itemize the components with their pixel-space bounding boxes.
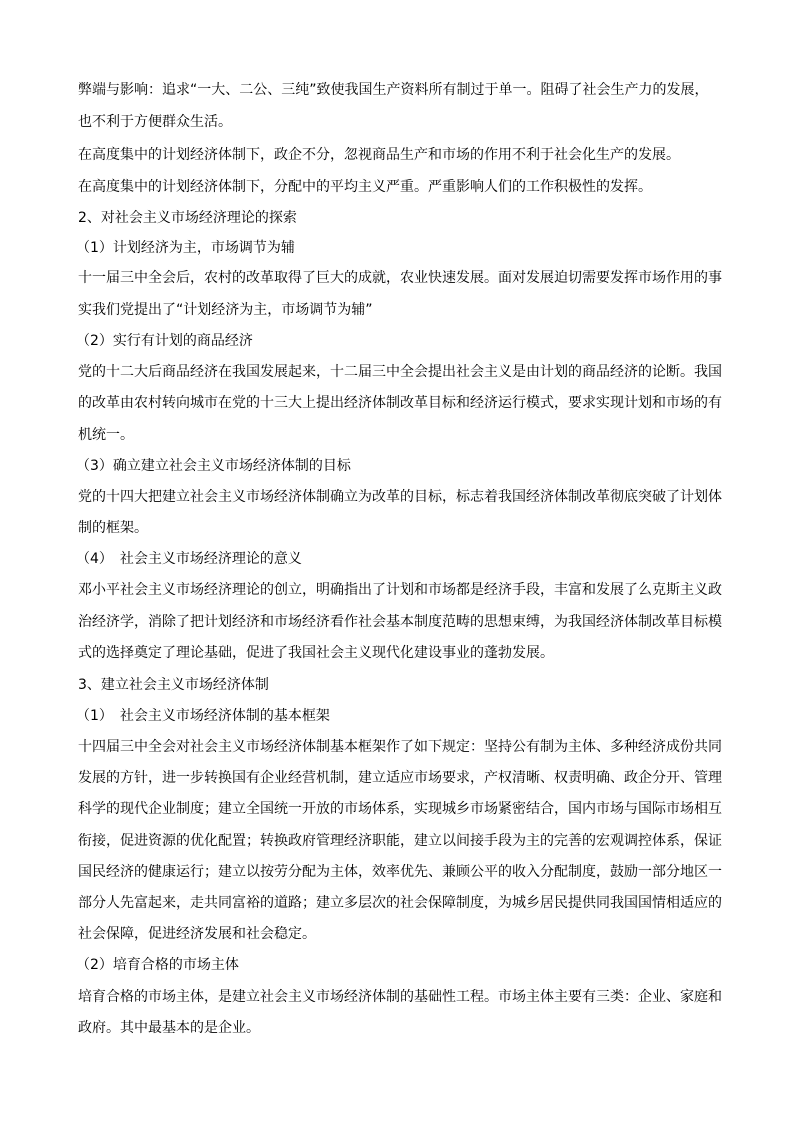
- text-line: 治经济学，消除了把计划经济和市场经济看作社会基本制度范畴的思想束缚，为我国经济体制改革目标模: [78, 614, 722, 630]
- subsection-heading: （2）实行有计划的商品经济: [76, 333, 253, 349]
- subsection-heading: （3）确立建立社会主义市场经济体制的目标: [76, 458, 351, 474]
- text-line: 在高度集中的计划经济体制下，分配中的平均主义严重。严重影响人们的工作积极性的发挥。: [78, 179, 652, 195]
- subsection-heading: （2）培育合格的市场主体: [76, 957, 239, 973]
- text-line: 党的十四大把建立社会主义市场经济体制确立为改革的目标，标志着我国经济体制改革彻底突破了计划体: [78, 489, 722, 505]
- text-line: 国民经济的健康运行；建立以按劳分配为主体，效率优先、兼顾公平的收入分配制度，鼓励一部分地区一: [78, 864, 722, 880]
- text-line: 制的框架。: [78, 520, 148, 536]
- text-line: 党的十二大后商品经济在我国发展起来，十二届三中全会提出社会主义是由计划的商品经济的论断。我国: [78, 364, 722, 380]
- subsection-heading: （4） 社会主义市场经济理论的意义: [76, 551, 302, 567]
- text-line: 也不利于方便群众生活。: [78, 114, 232, 130]
- text-line: 的改革由农村转向城市在党的十三大上提出经济体制改革目标和经济运行模式，要求实现计划和市场的有: [78, 395, 722, 411]
- text-line: 部分人先富起来，走共同富裕的道路；建立多层次的社会保障制度，为城乡居民提供同我国国情相适应的: [78, 895, 722, 911]
- text-line: 实我们党提出了“计划经济为主，市场调节为辅”: [78, 302, 373, 318]
- text-line: 弊端与影响：追求“一大、二公、三纯”致使我国生产资料所有制过于单一。阻碍了社会生产力的发展，: [78, 82, 709, 98]
- section-heading: 2、对社会主义市场经济理论的探索: [78, 210, 297, 226]
- text-line: 在高度集中的计划经济体制下，政企不分，忽视商品生产和市场的作用不利于社会化生产的发展。: [78, 147, 680, 163]
- text-line: 邓小平社会主义市场经济理论的创立，明确指出了计划和市场都是经济手段，丰富和发展了么克斯主义政: [78, 582, 722, 598]
- text-line: 衔接，促进资源的优化配置；转换政府管理经济职能，建立以间接手段为主的完善的宏观调控体系，保证: [78, 833, 722, 849]
- text-line: 发展的方针，进一步转换国有企业经营机制，建立适应市场要求，产权清晰、权责明确、政企分开、管理: [78, 770, 722, 786]
- section-heading: 3、建立社会主义市场经济体制: [78, 677, 269, 693]
- text-line: 机统一。: [78, 427, 134, 443]
- text-line: 科学的现代企业制度；建立全国统一开放的市场体系，实现城乡市场紧密结合，国内市场与国际市场相互: [78, 801, 722, 817]
- text-line: 式的选择奠定了理论基础，促进了我国社会主义现代化建设事业的蓬勃发展。: [78, 645, 554, 661]
- subsection-heading: （1） 社会主义市场经济体制的基本框架: [76, 708, 330, 724]
- text-line: 培育合格的市场主体，是建立社会主义市场经济体制的基础性工程。市场主体主要有三类：企业、家庭和: [78, 989, 722, 1005]
- text-line: 十一届三中全会后，农村的改革取得了巨大的成就，农业快速发展。面对发展迫切需要发挥市场作用的事: [78, 270, 722, 286]
- subsection-heading: （1）计划经济为主，市场调节为辅: [76, 240, 295, 256]
- text-line: 十四届三中全会对社会主义市场经济体制基本框架作了如下规定：坚持公有制为主体、多种经济成份共同: [78, 739, 722, 755]
- text-line: 政府。其中最基本的是企业。: [78, 1020, 260, 1036]
- text-line: 社会保障，促进经济发展和社会稳定。: [78, 926, 316, 942]
